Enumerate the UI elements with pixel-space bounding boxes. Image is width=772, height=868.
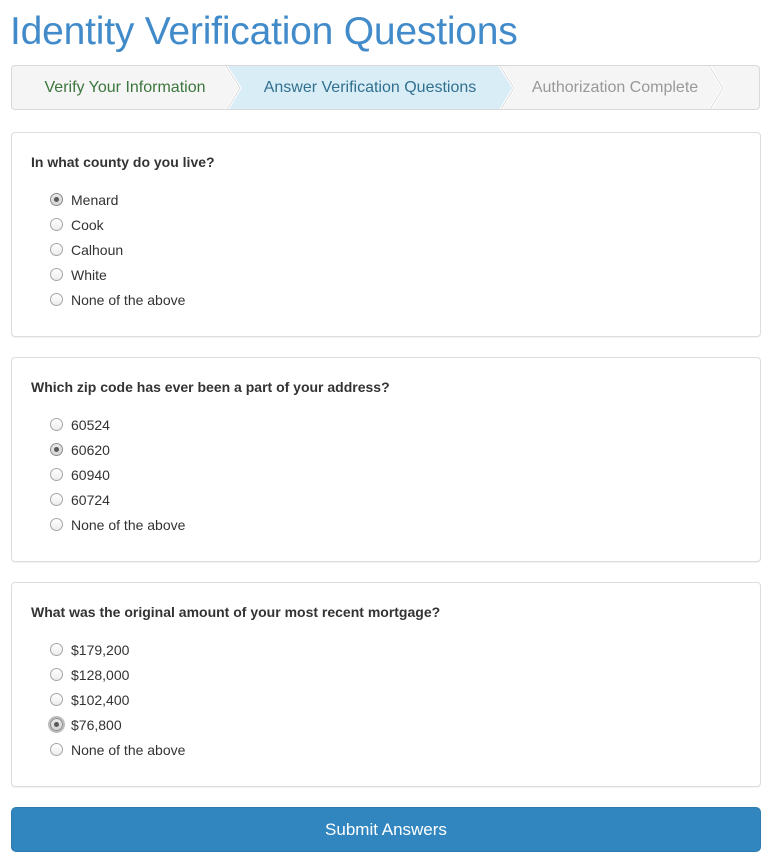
radio-button[interactable] bbox=[50, 668, 63, 681]
radio-button[interactable] bbox=[50, 693, 63, 706]
radio-button[interactable] bbox=[50, 743, 63, 756]
radio-button[interactable] bbox=[50, 493, 63, 506]
answer-option[interactable] bbox=[50, 187, 185, 212]
radio-button[interactable] bbox=[50, 193, 63, 206]
option-label: $179,200 bbox=[71, 641, 130, 658]
answer-options bbox=[50, 637, 185, 762]
radio-button[interactable] bbox=[50, 268, 63, 281]
answer-option[interactable] bbox=[50, 462, 185, 487]
answer-option[interactable] bbox=[50, 412, 185, 437]
step-label: Authorization Complete bbox=[531, 78, 699, 96]
question-panel-county bbox=[11, 132, 761, 337]
option-label: Cook bbox=[71, 216, 104, 233]
option-label: None of the above bbox=[71, 741, 186, 758]
answer-option[interactable] bbox=[50, 437, 185, 462]
answer-options bbox=[50, 412, 185, 537]
answer-option[interactable] bbox=[50, 212, 185, 237]
question-text: In what county do you live? bbox=[31, 154, 215, 170]
radio-button[interactable] bbox=[50, 243, 63, 256]
radio-button[interactable] bbox=[50, 293, 63, 306]
progress-stepper bbox=[11, 65, 760, 110]
page-title: Identity Verification Questions bbox=[10, 10, 518, 53]
option-label: $76,800 bbox=[71, 716, 122, 733]
question-text: What was the original amount of your most recent mortgage? bbox=[31, 604, 441, 620]
radio-button[interactable] bbox=[50, 643, 63, 656]
option-label: 60620 bbox=[71, 441, 110, 458]
answer-option[interactable] bbox=[50, 487, 185, 512]
radio-button[interactable] bbox=[50, 468, 63, 481]
radio-button[interactable] bbox=[50, 443, 63, 456]
step-authorization-complete bbox=[502, 66, 728, 109]
answer-option[interactable] bbox=[50, 637, 185, 662]
option-label: 60940 bbox=[71, 466, 110, 483]
submit-answers-button[interactable]: Submit Answers bbox=[11, 807, 761, 852]
answer-option[interactable] bbox=[50, 237, 185, 262]
answer-option[interactable] bbox=[50, 737, 185, 762]
question-panel-zip-code bbox=[11, 357, 761, 562]
answer-option[interactable] bbox=[50, 287, 185, 312]
option-label: $102,400 bbox=[71, 691, 130, 708]
radio-button[interactable] bbox=[50, 518, 63, 531]
answer-options bbox=[50, 187, 185, 312]
answer-option[interactable] bbox=[50, 512, 185, 537]
option-label: Calhoun bbox=[71, 241, 124, 258]
step-answer-questions bbox=[238, 66, 502, 109]
question-text: Which zip code has ever been a part of your address? bbox=[31, 379, 390, 395]
answer-option[interactable] bbox=[50, 662, 185, 687]
step-label: Answer Verification Questions bbox=[263, 78, 477, 96]
step-verify-information bbox=[12, 66, 238, 109]
radio-button[interactable] bbox=[50, 718, 63, 731]
step-label: Verify Your Information bbox=[44, 78, 206, 96]
option-label: 60724 bbox=[71, 491, 110, 508]
question-panel-mortgage bbox=[11, 582, 761, 787]
option-label: White bbox=[71, 266, 107, 283]
option-label: None of the above bbox=[71, 516, 186, 533]
answer-option[interactable] bbox=[50, 262, 185, 287]
answer-option[interactable] bbox=[50, 687, 185, 712]
option-label: $128,000 bbox=[71, 666, 130, 683]
option-label: Menard bbox=[71, 191, 119, 208]
radio-button[interactable] bbox=[50, 418, 63, 431]
radio-button[interactable] bbox=[50, 218, 63, 231]
option-label: None of the above bbox=[71, 291, 186, 308]
answer-option[interactable] bbox=[50, 712, 185, 737]
option-label: 60524 bbox=[71, 416, 110, 433]
